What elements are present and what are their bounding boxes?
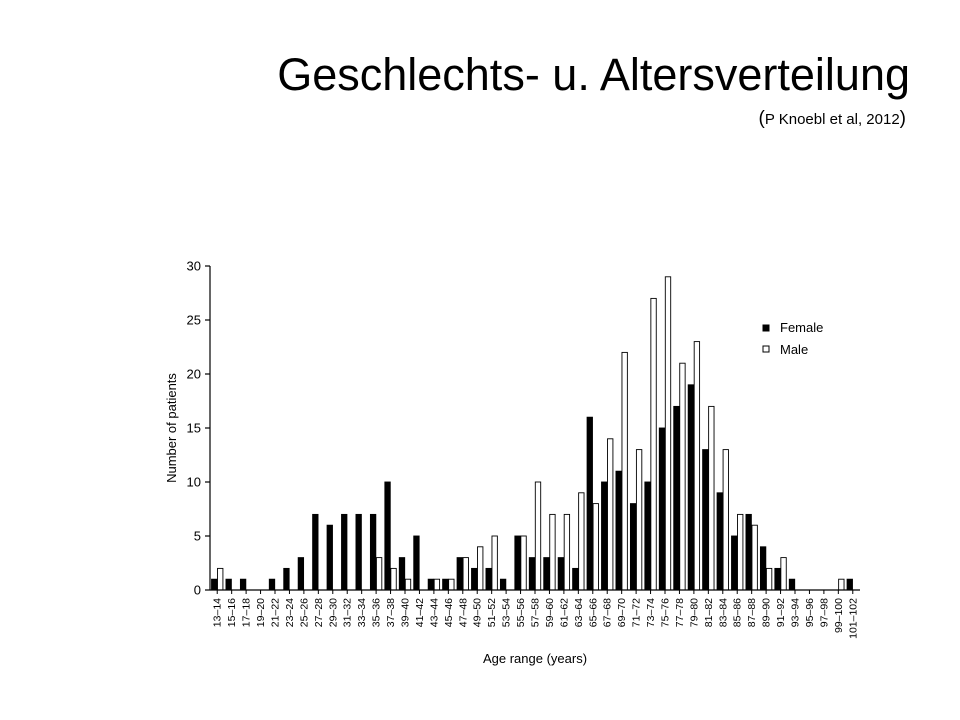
x-tick-label: 59–60 — [543, 598, 556, 628]
bar-female-29–30 — [327, 525, 332, 590]
bar-female-27–28 — [313, 514, 318, 590]
x-tick-label: 35–36 — [370, 598, 383, 628]
bar-female-59–60 — [544, 558, 549, 590]
bar-female-37–38 — [385, 482, 390, 590]
x-tick-label: 33–34 — [356, 598, 369, 628]
bar-female-33–34 — [356, 514, 361, 590]
bar-female-31–32 — [342, 514, 347, 590]
bar-male-87–88 — [752, 525, 757, 590]
bar-female-23–24 — [284, 568, 289, 590]
bar-female-45–46 — [443, 579, 448, 590]
legend-swatch-male — [763, 346, 769, 352]
bar-female-21–22 — [269, 579, 274, 590]
x-tick-label: 25–26 — [298, 598, 311, 628]
bar-female-71–72 — [630, 504, 635, 590]
bar-female-63–64 — [573, 568, 578, 590]
x-tick-label: 17–18 — [240, 598, 253, 628]
bar-female-77–78 — [674, 406, 679, 590]
x-tick-label: 27–28 — [312, 598, 325, 628]
x-tick-label: 63–64 — [572, 598, 585, 628]
x-tick-label: 97–98 — [818, 598, 831, 628]
x-tick-label: 95–96 — [803, 598, 816, 628]
bar-female-75–76 — [659, 428, 664, 590]
x-tick-label: 67–68 — [601, 598, 614, 628]
x-tick-label: 29–30 — [327, 598, 340, 628]
x-tick-label: 79–80 — [688, 598, 701, 628]
bar-female-43–44 — [428, 579, 433, 590]
bar-female-85–86 — [732, 536, 737, 590]
bar-female-41–42 — [414, 536, 419, 590]
x-tick-label: 75–76 — [659, 598, 672, 628]
bar-female-51–52 — [486, 568, 491, 590]
bar-male-45–46 — [449, 579, 454, 590]
x-tick-label: 15–16 — [226, 598, 239, 628]
x-tick-label: 19–20 — [255, 598, 268, 628]
bar-male-39–40 — [405, 579, 410, 590]
bar-male-77–78 — [680, 363, 685, 590]
x-tick-label: 65–66 — [587, 598, 600, 628]
legend-swatch-female — [763, 325, 769, 331]
x-tick-label: 83–84 — [717, 598, 730, 628]
bar-male-85–86 — [738, 514, 743, 590]
bar-male-37–38 — [391, 568, 396, 590]
subtitle-open-paren: ( — [758, 108, 765, 129]
x-tick-label: 21–22 — [269, 598, 282, 628]
bar-female-81–82 — [703, 450, 708, 590]
bar-female-69–70 — [616, 471, 621, 590]
x-axis-label: Age range (years) — [482, 651, 588, 666]
bar-male-65–66 — [593, 504, 598, 590]
bar-male-83–84 — [723, 450, 728, 590]
bar-male-59–60 — [550, 514, 555, 590]
y-tick-label: 5 — [193, 528, 201, 544]
bar-male-61–62 — [564, 514, 569, 590]
x-tick-label: 99–100 — [832, 598, 845, 634]
bar-male-81–82 — [709, 406, 714, 590]
bar-male-13–14 — [218, 568, 223, 590]
bar-male-75–76 — [665, 277, 670, 590]
x-tick-label: 41–42 — [413, 598, 426, 628]
x-tick-label: 101–102 — [847, 598, 860, 639]
x-tick-label: 57–58 — [529, 598, 542, 628]
x-tick-label: 87–88 — [746, 598, 759, 628]
x-tick-label: 31–32 — [341, 598, 354, 628]
bar-female-39–40 — [399, 558, 404, 590]
bar-female-65–66 — [587, 417, 592, 590]
bar-female-57–58 — [529, 558, 534, 590]
x-tick-label: 93–94 — [789, 598, 802, 628]
x-tick-label: 85–86 — [731, 598, 744, 628]
x-tick-label: 39–40 — [399, 598, 412, 628]
bar-female-13–14 — [212, 579, 217, 590]
x-tick-label: 61–62 — [558, 598, 571, 628]
bar-male-49–50 — [478, 547, 483, 590]
bar-male-73–74 — [651, 298, 656, 590]
bar-female-93–94 — [789, 579, 794, 590]
bar-male-71–72 — [636, 450, 641, 590]
bar-male-67–68 — [608, 439, 613, 590]
legend — [763, 320, 823, 357]
y-tick-label: 20 — [186, 366, 201, 382]
bar-male-43–44 — [434, 579, 439, 590]
y-tick-label: 0 — [193, 582, 201, 598]
x-tick-label: 37–38 — [385, 598, 398, 628]
bar-female-89–90 — [760, 547, 765, 590]
bar-female-79–80 — [688, 385, 693, 590]
bar-male-91–92 — [781, 558, 786, 590]
x-tick-label: 49–50 — [471, 598, 484, 628]
x-tick-label: 91–92 — [775, 598, 788, 628]
bar-female-35–36 — [370, 514, 375, 590]
x-tick-label: 53–54 — [500, 598, 513, 628]
bar-female-73–74 — [645, 482, 650, 590]
x-tick-label: 45–46 — [442, 598, 455, 628]
bar-female-55–56 — [515, 536, 520, 590]
bar-female-91–92 — [775, 568, 780, 590]
bar-female-47–48 — [457, 558, 462, 590]
bar-male-89–90 — [766, 568, 771, 590]
x-tick-label: 43–44 — [428, 598, 441, 628]
y-axis-label: Number of patients — [164, 373, 179, 483]
bar-female-53–54 — [500, 579, 505, 590]
slide-title: Geschlechts- u. Altersverteilung — [277, 49, 910, 100]
y-tick-label: 30 — [186, 258, 201, 274]
x-tick-label: 69–70 — [616, 598, 629, 628]
x-tick-label: 73–74 — [645, 598, 658, 628]
bar-male-99–100 — [839, 579, 844, 590]
bar-female-49–50 — [472, 568, 477, 590]
x-tick-label: 55–56 — [515, 598, 528, 628]
bar-male-47–48 — [463, 558, 468, 590]
bar-male-63–64 — [579, 493, 584, 590]
bar-female-87–88 — [746, 514, 751, 590]
bar-female-83–84 — [717, 493, 722, 590]
bar-male-51–52 — [492, 536, 497, 590]
bar-male-35–36 — [376, 558, 381, 590]
legend-label-male: Male — [780, 342, 809, 357]
x-tick-label: 51–52 — [486, 598, 499, 628]
x-tick-label: 13–14 — [211, 598, 224, 628]
subtitle-close-paren: ) — [899, 108, 906, 129]
legend-label-female: Female — [780, 320, 824, 335]
x-ticks — [212, 590, 860, 639]
x-tick-label: 23–24 — [283, 598, 296, 628]
chart-marks — [212, 277, 853, 590]
x-tick-label: 81–82 — [702, 598, 715, 628]
subtitle-citation: P Knoebl et al, 2012 — [764, 111, 900, 128]
y-tick-label: 10 — [186, 474, 201, 490]
bar-female-25–26 — [298, 558, 303, 590]
bar-male-69–70 — [622, 352, 627, 590]
y-ticks — [187, 259, 210, 598]
bar-female-17–18 — [240, 579, 245, 590]
x-tick-label: 71–72 — [630, 598, 643, 628]
x-tick-label: 77–78 — [673, 598, 686, 628]
bar-female-61–62 — [558, 558, 563, 590]
x-tick-label: 89–90 — [760, 598, 773, 628]
y-tick-label: 15 — [186, 420, 201, 436]
bar-male-79–80 — [694, 342, 699, 590]
bar-female-67–68 — [602, 482, 607, 590]
bar-male-55–56 — [521, 536, 526, 590]
bar-female-15–16 — [226, 579, 231, 590]
y-tick-label: 25 — [186, 312, 201, 328]
x-tick-label: 47–48 — [457, 598, 470, 628]
bar-male-57–58 — [535, 482, 540, 590]
bar-female-101–102 — [847, 579, 852, 590]
